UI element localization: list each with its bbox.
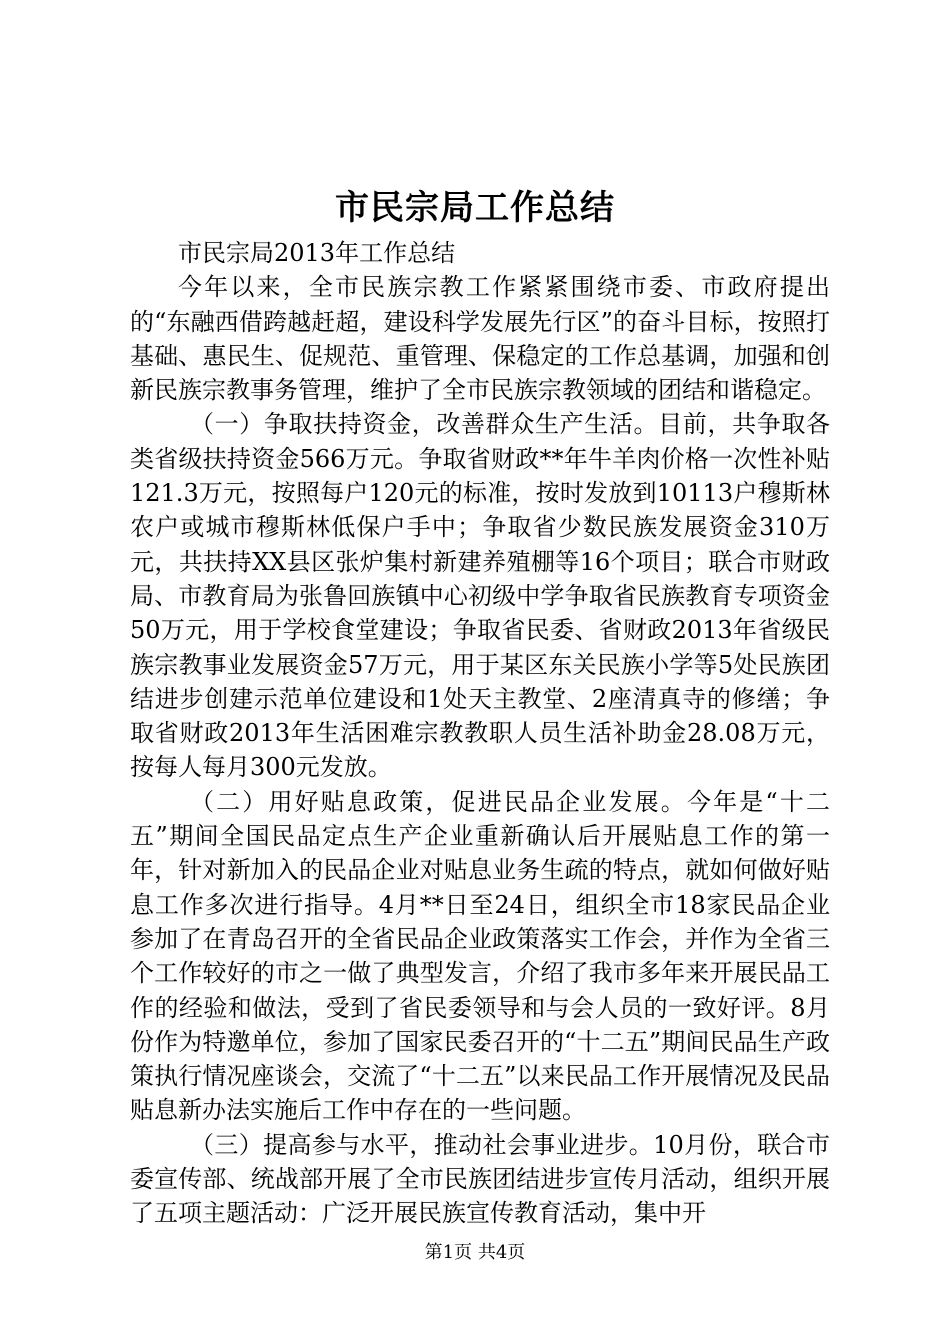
page-number-footer: 第1页 共4页: [424, 1242, 526, 1263]
document-subtitle: 市民宗局2013年工作总结: [178, 239, 456, 267]
paragraph-section-3: （三）提高参与水平，推动社会事业进步。10月份，联合市委宣传部、统战部开展了全市民族团结进步宣传月活动，组织开展了五项主题活动：广泛开展民族宣传教育活动，集中开: [130, 1130, 830, 1228]
paragraph-section-2: （二）用好贴息政策，促进民品企业发展。今年是“十二五”期间全国民品定点生产企业重新确认后开展贴息工作的第一年，针对新加入的民品企业对贴息业务生疏的特点，就如何做好贴息工作多次进行指导。4月**日至24日，组织全市18家民品企业参加了在青岛召开的全省民品企业政策落实工作会，并作为全省三个工作较好的市之一做了典型发言，介绍了我市多年来开展民品工作的经验和做法，受到了省民委领导和与会人员的一致好评。8月份作为特邀单位，参加了国家民委召开的“十二五”期间民品生产政策执行情况座谈会，交流了“十二五”以来民品工作开展情况及民品贴息新办法实施后工作中存在的一些问题。: [130, 787, 830, 1125]
paragraph-intro: 今年以来，全市民族宗教工作紧紧围绕市委、市政府提出的“东融西借跨越赶超，建设科学发展先行区”的奋斗目标，按照打基础、惠民生、促规范、重管理、保稳定的工作总基调，加强和创新民族宗教事务管理，维护了全市民族宗教领域的团结和谐稳定。: [130, 273, 830, 405]
document-body: [130, 236, 830, 1231]
document-title: 市民宗局工作总结: [335, 188, 615, 228]
paragraph-section-1: （一）争取扶持资金，改善群众生产生活。目前，共争取各类省级扶持资金566万元。争取省财政**年牛羊肉价格一次性补贴121.3万元，按照每户120元的标准，按时发放到10113户穆斯林农户或城市穆斯林低保户手中；争取省少数民族发展资金310万元，共扶持XX县区张炉集村新建养殖棚等16个项目；联合市财政局、市教育局为张鲁回族镇中心初级中学争取省民族教育专项资金50万元，用于学校食堂建设；争取省民委、省财政2013年省级民族宗教事业发展资金57万元，用于某区东关民族小学等5处民族团结进步创建示范单位建设和1处天主教堂、2座清真寺的修缮；争取省财政2013年生活困难宗教教职人员生活补助金28.08万元，按每人每月300元发放。: [130, 410, 830, 782]
